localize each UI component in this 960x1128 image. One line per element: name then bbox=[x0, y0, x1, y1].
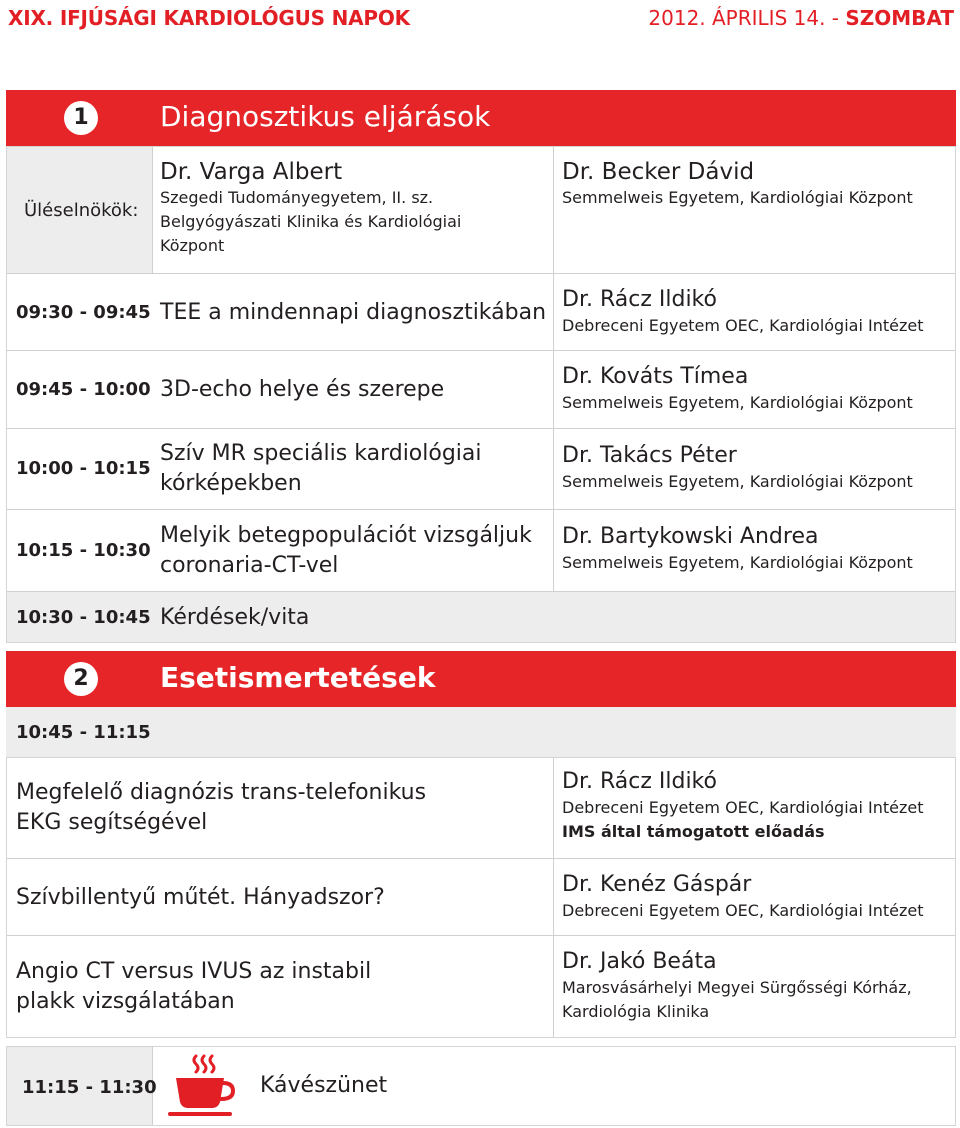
talk-speaker-inst: Semmelweis Egyetem, Kardiológiai Központ bbox=[562, 472, 913, 491]
talk-title-line: Melyik betegpopulációt vizsgáljuk bbox=[160, 523, 532, 548]
case-title bbox=[16, 957, 371, 1017]
divider bbox=[7, 350, 955, 351]
divider bbox=[7, 591, 955, 592]
event-title: XIX. IFJÚSÁGI KARDIOLÓGUS NAPOK bbox=[8, 6, 410, 30]
case-title-line: Megfelelő diagnózis trans-telefonikus bbox=[16, 780, 427, 805]
section1-title: Diagnosztikus eljárások bbox=[160, 100, 491, 133]
talk-speaker: Dr. Takács Péter bbox=[562, 443, 737, 468]
talk-time: 10:00 - 10:15 bbox=[16, 458, 151, 479]
case-title bbox=[16, 778, 426, 838]
talk-speaker-inst: Semmelweis Egyetem, Kardiológiai Központ bbox=[562, 553, 913, 572]
chair1-inst-1: Szegedi Tudományegyetem, II. sz. bbox=[160, 188, 434, 207]
divider bbox=[7, 428, 955, 429]
section2-time: 10:45 - 11:15 bbox=[16, 722, 151, 743]
talk-title-line: Szív MR speciális kardiológiai bbox=[160, 441, 482, 466]
talk-title: 3D-echo helye és szerepe bbox=[160, 377, 445, 402]
divider bbox=[7, 935, 955, 936]
chair1 bbox=[160, 158, 461, 258]
talk-title bbox=[160, 439, 482, 499]
case-title-line: plakk vizsgálatában bbox=[16, 989, 235, 1014]
case-title-line: Szívbillentyű műtét. Hányadszor? bbox=[16, 885, 385, 910]
chair1-inst-2: Belgyógyászati Klinika és Kardiológiai bbox=[160, 212, 462, 231]
talk-speaker: Dr. Rácz Ildikó bbox=[562, 287, 717, 312]
day-text: SZOMBAT bbox=[845, 6, 954, 30]
coffee-cup-icon bbox=[166, 1052, 238, 1120]
case-title bbox=[16, 883, 385, 913]
talk-speaker-block bbox=[562, 286, 923, 338]
case-title-line: Angio CT versus IVUS az instabil bbox=[16, 959, 372, 984]
divider bbox=[7, 273, 955, 274]
talk-speaker-block bbox=[562, 523, 913, 575]
section2-number: 2 bbox=[64, 662, 98, 696]
talk-title-line: kórképekben bbox=[160, 471, 302, 496]
case-speaker: Dr. Jakó Beáta bbox=[562, 949, 717, 974]
talk-time: 10:15 - 10:30 bbox=[16, 540, 151, 561]
talk-speaker-inst: Debreceni Egyetem OEC, Kardiológiai Intézet bbox=[562, 316, 924, 335]
event-date bbox=[648, 6, 954, 30]
case-speaker-inst: Debreceni Egyetem OEC, Kardiológiai Intézet bbox=[562, 901, 924, 920]
talk-speaker-block bbox=[562, 363, 913, 415]
talk-speaker-block bbox=[562, 442, 913, 494]
case-speaker-inst: Debreceni Egyetem OEC, Kardiológiai Intézet bbox=[562, 798, 924, 817]
divider bbox=[152, 147, 153, 273]
talk-title: TEE a mindennapi diagnosztikában bbox=[160, 300, 547, 325]
case-speaker-inst: Marosvásárhelyi Megyei Sürgősségi Kórház, bbox=[562, 978, 912, 997]
chair1-name: Dr. Varga Albert bbox=[160, 159, 343, 185]
section2-header bbox=[6, 651, 956, 707]
case-speaker-block bbox=[562, 948, 912, 1024]
case-speaker-inst: Kardiológia Klinika bbox=[562, 1002, 710, 1021]
talk-speaker: Dr. Kováts Tímea bbox=[562, 364, 749, 389]
divider bbox=[7, 509, 955, 510]
case-speaker: Dr. Rácz Ildikó bbox=[562, 769, 717, 794]
divider bbox=[553, 758, 554, 1037]
talk-time: 09:30 - 09:45 bbox=[16, 302, 151, 323]
coffee-time: 11:15 - 11:30 bbox=[22, 1077, 157, 1098]
section1-number: 1 bbox=[64, 101, 98, 135]
chairs-label: Üléselnökök: bbox=[24, 200, 139, 221]
divider bbox=[553, 147, 554, 592]
section2-title: Esetismertetések bbox=[160, 661, 436, 694]
case-title-line: EKG segítségével bbox=[16, 810, 208, 835]
divider bbox=[7, 858, 955, 859]
talk-title-line: coronaria-CT-vel bbox=[160, 553, 339, 578]
chair2 bbox=[562, 158, 913, 210]
talk-time: 09:45 - 10:00 bbox=[16, 379, 151, 400]
coffee-label: Kávészünet bbox=[260, 1073, 388, 1098]
talk-speaker: Dr. Bartykowski Andrea bbox=[562, 524, 819, 549]
case-speaker-support: IMS által támogatott előadás bbox=[562, 822, 825, 841]
case-speaker: Dr. Kenéz Gáspár bbox=[562, 872, 752, 897]
discussion-title: Kérdések/vita bbox=[160, 605, 310, 630]
talk-title bbox=[160, 521, 532, 581]
talk-speaker-inst: Semmelweis Egyetem, Kardiológiai Központ bbox=[562, 393, 913, 412]
date-text: 2012. ÁPRILIS 14. - bbox=[648, 6, 840, 30]
discussion-time: 10:30 - 10:45 bbox=[16, 607, 151, 628]
chair2-inst: Semmelweis Egyetem, Kardiológiai Központ bbox=[562, 188, 913, 207]
chair1-inst-3: Központ bbox=[160, 236, 225, 255]
case-speaker-block bbox=[562, 768, 923, 844]
chair2-name: Dr. Becker Dávid bbox=[562, 159, 755, 185]
case-speaker-block bbox=[562, 871, 923, 923]
section1-header bbox=[6, 90, 956, 146]
